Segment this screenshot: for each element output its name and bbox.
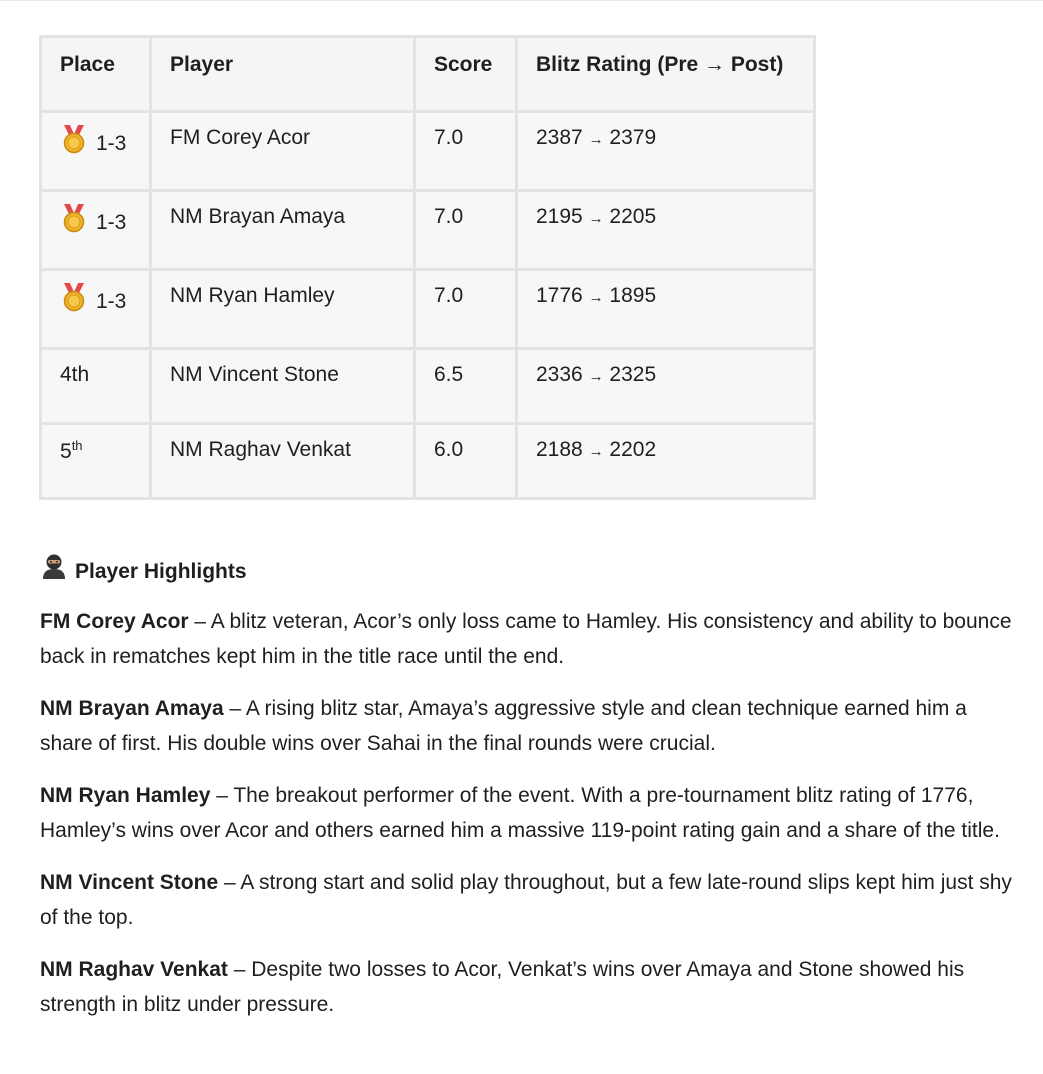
rating-pre: 1776 — [536, 284, 583, 307]
rating-pre: 2387 — [536, 126, 583, 149]
gold-medal-icon — [60, 282, 88, 318]
score-cell: 7.0 — [415, 270, 517, 349]
player-cell: NM Raghav Venkat — [151, 424, 415, 499]
table-row — [41, 270, 815, 349]
highlight-paragraph — [40, 691, 1025, 761]
place-number: 5 — [60, 440, 72, 463]
highlight-paragraph — [40, 952, 1025, 1022]
rating-cell — [517, 270, 815, 349]
rating-arrow: → — [588, 443, 604, 460]
highlight-paragraph — [40, 604, 1025, 674]
header-score: Score — [415, 37, 517, 112]
rating-post: 1895 — [609, 284, 657, 307]
rating-post: 2205 — [609, 205, 657, 228]
header-place: Place — [41, 37, 151, 112]
table-row — [41, 112, 815, 191]
highlight-text: A strong start and solid play throughout, but a few late-round slips kept him just shy of the top. — [40, 871, 1012, 929]
score-cell: 7.0 — [415, 191, 517, 270]
player-cell: FM Corey Acor — [151, 112, 415, 191]
highlight-player-name: NM Brayan Amaya — [40, 697, 224, 720]
highlight-separator: – — [210, 784, 234, 807]
rating-pre: 2195 — [536, 205, 583, 228]
place-cell — [41, 191, 151, 270]
highlight-player-name: NM Raghav Venkat — [40, 958, 228, 981]
highlight-paragraph — [40, 865, 1025, 935]
standings-table — [39, 35, 816, 500]
rating-pre: 2336 — [536, 363, 583, 386]
highlight-text: A blitz veteran, Acor’s only loss came to Hamley. His consistency and ability to bounce back in rematches kept him in the title race until the end. — [40, 610, 1012, 668]
rating-cell — [517, 424, 815, 499]
rating-arrow: → — [588, 131, 604, 148]
rating-arrow: → — [588, 210, 604, 227]
highlight-separator: – — [223, 697, 246, 720]
player-cell: NM Brayan Amaya — [151, 191, 415, 270]
highlight-separator: – — [227, 958, 252, 981]
place-label: 1-3 — [96, 290, 127, 313]
player-cell: NM Vincent Stone — [151, 349, 415, 424]
ninja-person-icon — [40, 552, 68, 591]
score-cell: 7.0 — [415, 112, 517, 191]
place-label: 1-3 — [96, 211, 127, 234]
top-divider — [0, 0, 1043, 1]
highlight-separator: – — [218, 871, 241, 894]
gold-medal-icon — [60, 124, 88, 160]
place-label: 1-3 — [96, 132, 127, 155]
place-cell — [41, 424, 151, 499]
rating-arrow: → — [588, 289, 604, 306]
header-rating: Blitz Rating (Pre → Post) — [517, 37, 815, 112]
highlight-player-name: NM Ryan Hamley — [40, 784, 211, 807]
header-player: Player — [151, 37, 415, 112]
place-cell — [41, 270, 151, 349]
rating-cell — [517, 112, 815, 191]
highlights-section — [40, 552, 1025, 1039]
highlight-text: The breakout performer of the event. With a pre-tournament blitz rating of 1776, Hamley’s wins over Acor and others earned him a massive 119-point rating gain and a share of the title. — [40, 784, 1000, 842]
score-cell: 6.5 — [415, 349, 517, 424]
highlight-player-name: NM Vincent Stone — [40, 871, 219, 894]
highlight-paragraph — [40, 778, 1025, 848]
rating-cell — [517, 349, 815, 424]
highlights-heading — [40, 552, 1025, 590]
table-row — [41, 424, 815, 499]
rating-arrow: → — [588, 368, 604, 385]
rating-post: 2379 — [609, 126, 657, 149]
place-cell — [41, 112, 151, 191]
highlight-player-name: FM Corey Acor — [40, 610, 189, 633]
gold-medal-icon — [60, 203, 88, 239]
player-cell: NM Ryan Hamley — [151, 270, 415, 349]
rating-cell — [517, 191, 815, 270]
rating-pre: 2188 — [536, 438, 583, 461]
table-header-row — [41, 37, 815, 112]
table-row — [41, 349, 815, 424]
score-cell: 6.0 — [415, 424, 517, 499]
place-cell: 4th — [41, 349, 151, 424]
highlight-text: A rising blitz star, Amaya’s aggressive style and clean technique earned him a share of first. His double wins over Sahai in the final rounds were crucial. — [40, 697, 967, 755]
rating-post: 2202 — [609, 438, 657, 461]
highlight-text: Despite two losses to Acor, Venkat’s wins over Amaya and Stone showed his strength in blitz under pressure. — [40, 958, 965, 1016]
highlights-title: Player Highlights — [75, 559, 247, 583]
highlight-separator: – — [188, 610, 211, 633]
place-suffix: th — [71, 438, 83, 453]
rating-post: 2325 — [609, 363, 657, 386]
table-row — [41, 191, 815, 270]
